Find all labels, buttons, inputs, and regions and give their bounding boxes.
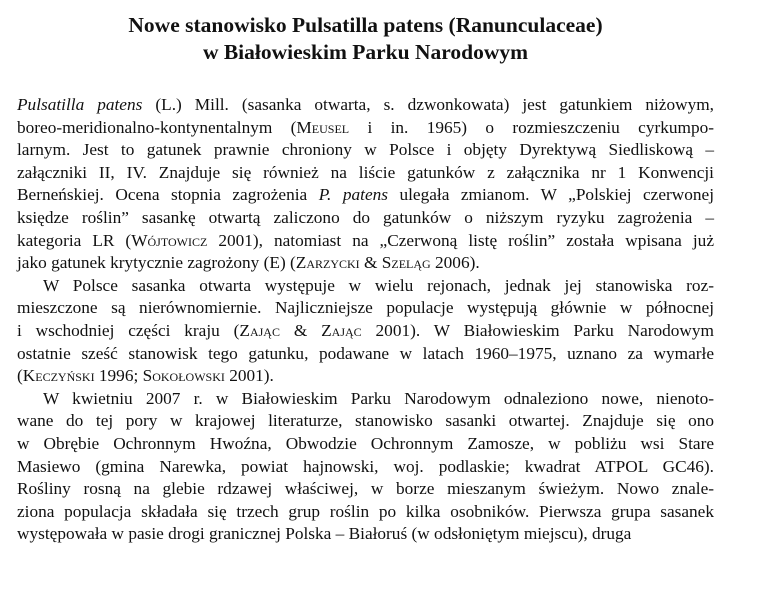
text-run: kategoria LR ( xyxy=(17,230,132,250)
text-line xyxy=(17,433,714,456)
author-citation: Sokołowski xyxy=(142,366,225,386)
text-line xyxy=(17,230,714,253)
article-body xyxy=(17,94,714,546)
species-name: Pulsatilla patens xyxy=(17,95,143,114)
text-line xyxy=(17,139,714,162)
text-run: występowała w pasie drogi granicznej Polska – Białoruś (w odsłoniętym miejscu), druga xyxy=(17,524,632,544)
author-citation: Zarzycki xyxy=(295,253,360,273)
paragraph xyxy=(17,94,714,275)
text-run: ziona populacja składała się trzech grup roślin po kilka osobników. Pierwsza grupa sasanek xyxy=(17,501,714,521)
text-line xyxy=(17,207,714,230)
text-run: & xyxy=(279,320,322,340)
text-run: 2001), natomiast na „Czerwoną listę roślin” została wpisana już xyxy=(207,230,714,250)
text-run: i wschodniej części kraju ( xyxy=(17,320,240,340)
text-line xyxy=(17,184,714,207)
paragraph xyxy=(17,275,714,388)
text-line xyxy=(17,456,714,479)
text-line xyxy=(17,297,714,320)
species-name: P. patens xyxy=(318,185,388,205)
text-run: Berneńskiej. Ocena stopnia zagrożenia xyxy=(17,185,319,205)
text-line xyxy=(17,343,714,366)
text-run: ostatnie sześć stanowisk tego gatunku, podawane w latach 1960–1975, uznano za wymarłe xyxy=(17,343,714,363)
text-run: W Polsce sasanka otwarta występuje w wielu rejonach, jednak jej stanowiska roz- xyxy=(43,275,714,295)
text-line xyxy=(17,501,714,524)
text-run: załączniki II, IV. Znajduje się również na liście gatunków z załącznika nr 1 Konwencji xyxy=(17,162,714,182)
text-line xyxy=(17,365,714,388)
text-line xyxy=(17,162,714,185)
author-citation: Keczyński xyxy=(22,366,95,386)
text-line xyxy=(17,252,714,275)
title-line-2: w Białowieskim Parku Narodowym xyxy=(202,40,529,64)
text-run: W kwietniu 2007 r. w Białowieskim Parku Narodowym odnaleziono nowe, nienoto- xyxy=(43,388,714,408)
text-run: mieszczone są nierównomiernie. Najliczniejsze populacje występują głównie w północnej xyxy=(17,298,714,318)
text-run: & xyxy=(359,253,382,273)
text-run: 1996; xyxy=(94,366,143,386)
text-line xyxy=(17,388,714,411)
text-run: jako gatunek krytycznie zagrożony (E) ( xyxy=(17,253,296,273)
text-line xyxy=(17,94,714,117)
text-run: wane do tej pory w krajowej literaturze, stanowisko sasanki otwartej. Znajduje się ono xyxy=(17,411,714,431)
text-run: larnym. Jest to gatunek prawnie chroniony w Polsce i objęty Dyrektywą Siedliskową – xyxy=(17,140,714,160)
text-run: Rośliny rosną na glebie rdzawej właściwej, w borze mieszanym świeżym. Nowo znale- xyxy=(17,479,714,499)
article-page xyxy=(17,0,714,546)
text-line xyxy=(17,275,714,298)
text-run: w Obrębie Ochronnym Hwoźna, Obwodzie Ochronnym Zamosze, w pobliżu wsi Stare xyxy=(17,433,714,453)
author-citation: Wójtowicz xyxy=(131,230,208,250)
text-run: ulegała zmianom. W „Polskiej czerwonej xyxy=(387,185,715,205)
text-run: księdze roślin” sasankę otwartą zaliczono do gatunków o niższym ryzyku zagrożenia – xyxy=(17,207,714,227)
text-run: i in. 1965) o rozmieszczeniu cyrkumpo- xyxy=(349,117,714,137)
text-line xyxy=(17,320,714,343)
title-line-1: Nowe stanowisko Pulsatilla patens (Ranunculaceae) xyxy=(128,13,603,37)
author-citation: Szeląg xyxy=(381,253,431,273)
text-run: boreo-meridionalno-kontynentalnym ( xyxy=(17,117,297,137)
text-run: 2001). W Białowieskim Parku Narodowym xyxy=(361,320,714,340)
text-run: Masiewo (gmina Narewka, powiat hajnowski, woj. podlaskie; kwadrat ATPOL GC46). xyxy=(17,456,714,476)
text-line xyxy=(17,117,714,140)
text-run: ( xyxy=(17,366,23,386)
text-run: 2001). xyxy=(224,366,274,386)
author-citation: Zając xyxy=(321,320,362,340)
text-line xyxy=(17,523,714,546)
author-citation: Zając xyxy=(239,320,280,340)
article-title xyxy=(17,12,714,66)
text-run: 2006). xyxy=(430,253,480,273)
text-line xyxy=(17,410,714,433)
text-run: (L.) Mill. (sasanka otwarta, s. dzwonkowata) jest gatunkiem niżowym, xyxy=(142,95,714,114)
author-citation: Meusel xyxy=(296,117,350,137)
paragraph xyxy=(17,388,714,546)
text-line xyxy=(17,478,714,501)
